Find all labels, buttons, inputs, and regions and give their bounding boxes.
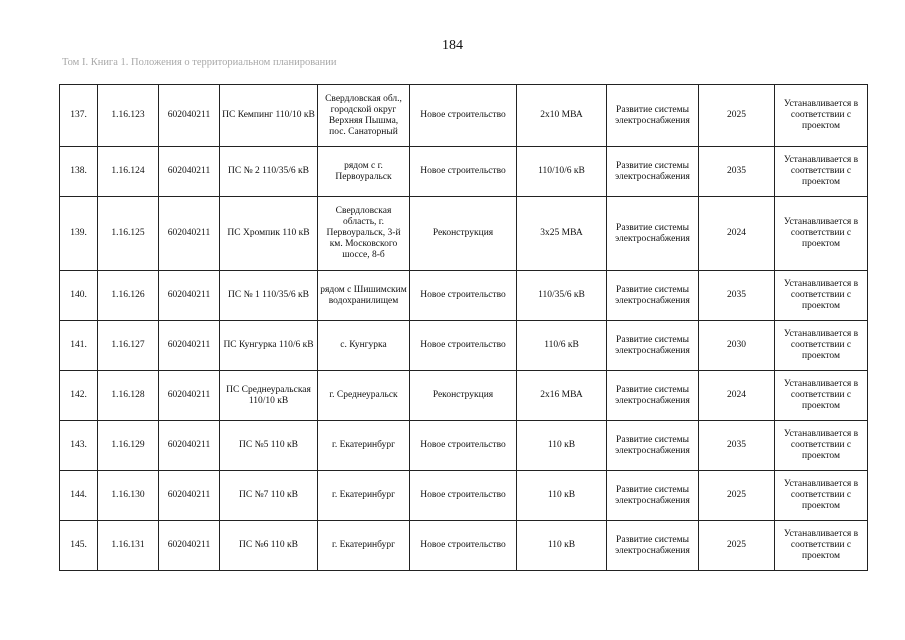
- location-cell: рядом с Шишимским водохранилищем: [318, 271, 410, 321]
- zone-cell: Устанавливается в соответствии с проектом: [775, 147, 868, 197]
- table-row: [60, 421, 868, 471]
- work-type-cell: Реконструкция: [410, 197, 517, 271]
- year-cell: 2024: [699, 197, 775, 271]
- row-number-cell: 139.: [60, 197, 98, 271]
- location-cell: г. Екатеринбург: [318, 521, 410, 571]
- year-cell: 2024: [699, 371, 775, 421]
- year-cell: 2025: [699, 85, 775, 147]
- parameters-cell: 110 кВ: [517, 521, 607, 571]
- row-number-cell: 141.: [60, 321, 98, 371]
- object-code-cell: 602040211: [159, 371, 220, 421]
- page-number: 184: [442, 38, 463, 53]
- parameters-cell: 2х10 МВА: [517, 85, 607, 147]
- object-name-cell: ПС Кемпинг 110/10 кВ: [220, 85, 318, 147]
- purpose-cell: Развитие системы электроснабжения: [607, 471, 699, 521]
- purpose-cell: Развитие системы электроснабжения: [607, 321, 699, 371]
- object-code-cell: 602040211: [159, 271, 220, 321]
- item-code-cell: 1.16.125: [98, 197, 159, 271]
- row-number-cell: 138.: [60, 147, 98, 197]
- table-row: [60, 471, 868, 521]
- object-code-cell: 602040211: [159, 85, 220, 147]
- purpose-cell: Развитие системы электроснабжения: [607, 421, 699, 471]
- row-number-cell: 143.: [60, 421, 98, 471]
- object-name-cell: ПС №6 110 кВ: [220, 521, 318, 571]
- work-type-cell: Новое строительство: [410, 471, 517, 521]
- item-code-cell: 1.16.124: [98, 147, 159, 197]
- object-name-cell: ПС №5 110 кВ: [220, 421, 318, 471]
- item-code-cell: 1.16.129: [98, 421, 159, 471]
- parameters-cell: 3х25 МВА: [517, 197, 607, 271]
- parameters-cell: 110/6 кВ: [517, 321, 607, 371]
- item-code-cell: 1.16.131: [98, 521, 159, 571]
- item-code-cell: 1.16.127: [98, 321, 159, 371]
- table-row: [60, 197, 868, 271]
- zone-cell: Устанавливается в соответствии с проектом: [775, 471, 868, 521]
- purpose-cell: Развитие системы электроснабжения: [607, 197, 699, 271]
- running-header: Том I. Книга 1. Положения о территориальном планировании: [62, 57, 337, 68]
- zone-cell: Устанавливается в соответствии с проектом: [775, 271, 868, 321]
- purpose-cell: Развитие системы электроснабжения: [607, 147, 699, 197]
- work-type-cell: Новое строительство: [410, 321, 517, 371]
- year-cell: 2025: [699, 471, 775, 521]
- work-type-cell: Новое строительство: [410, 85, 517, 147]
- purpose-cell: Развитие системы электроснабжения: [607, 85, 699, 147]
- parameters-cell: 110/35/6 кВ: [517, 271, 607, 321]
- location-cell: г. Екатеринбург: [318, 421, 410, 471]
- object-name-cell: ПС Хромпик 110 кВ: [220, 197, 318, 271]
- work-type-cell: Новое строительство: [410, 271, 517, 321]
- object-code-cell: 602040211: [159, 421, 220, 471]
- zone-cell: Устанавливается в соответствии с проектом: [775, 197, 868, 271]
- location-cell: Свердловская обл., городской округ Верхняя Пышма, пос. Санаторный: [318, 85, 410, 147]
- object-name-cell: ПС № 2 110/35/6 кВ: [220, 147, 318, 197]
- object-code-cell: 602040211: [159, 147, 220, 197]
- parameters-cell: 110 кВ: [517, 471, 607, 521]
- purpose-cell: Развитие системы электроснабжения: [607, 371, 699, 421]
- zone-cell: Устанавливается в соответствии с проектом: [775, 321, 868, 371]
- purpose-cell: Развитие системы электроснабжения: [607, 521, 699, 571]
- object-code-cell: 602040211: [159, 321, 220, 371]
- object-name-cell: ПС № 1 110/35/6 кВ: [220, 271, 318, 321]
- table-row: [60, 371, 868, 421]
- work-type-cell: Новое строительство: [410, 421, 517, 471]
- table-row: [60, 271, 868, 321]
- table-row: [60, 147, 868, 197]
- object-name-cell: ПС Среднеуральская 110/10 кВ: [220, 371, 318, 421]
- row-number-cell: 144.: [60, 471, 98, 521]
- year-cell: 2035: [699, 421, 775, 471]
- location-cell: рядом с г. Первоуральск: [318, 147, 410, 197]
- table-row: [60, 521, 868, 571]
- item-code-cell: 1.16.123: [98, 85, 159, 147]
- row-number-cell: 142.: [60, 371, 98, 421]
- year-cell: 2035: [699, 147, 775, 197]
- location-cell: г. Екатеринбург: [318, 471, 410, 521]
- row-number-cell: 140.: [60, 271, 98, 321]
- row-number-cell: 145.: [60, 521, 98, 571]
- object-code-cell: 602040211: [159, 521, 220, 571]
- year-cell: 2025: [699, 521, 775, 571]
- item-code-cell: 1.16.126: [98, 271, 159, 321]
- purpose-cell: Развитие системы электроснабжения: [607, 271, 699, 321]
- table-body: [60, 85, 868, 571]
- row-number-cell: 137.: [60, 85, 98, 147]
- location-cell: г. Среднеуральск: [318, 371, 410, 421]
- item-code-cell: 1.16.130: [98, 471, 159, 521]
- table-row: [60, 321, 868, 371]
- object-code-cell: 602040211: [159, 197, 220, 271]
- zone-cell: Устанавливается в соответствии с проектом: [775, 421, 868, 471]
- zone-cell: Устанавливается в соответствии с проектом: [775, 521, 868, 571]
- parameters-cell: 110 кВ: [517, 421, 607, 471]
- location-cell: Свердловская область, г. Первоуральск, 3-й км. Московского шоссе, 8-б: [318, 197, 410, 271]
- work-type-cell: Реконструкция: [410, 371, 517, 421]
- item-code-cell: 1.16.128: [98, 371, 159, 421]
- parameters-cell: 2х16 МВА: [517, 371, 607, 421]
- parameters-cell: 110/10/6 кВ: [517, 147, 607, 197]
- object-code-cell: 602040211: [159, 471, 220, 521]
- object-name-cell: ПС №7 110 кВ: [220, 471, 318, 521]
- zone-cell: Устанавливается в соответствии с проектом: [775, 371, 868, 421]
- work-type-cell: Новое строительство: [410, 147, 517, 197]
- objects-table: [59, 84, 868, 571]
- table-row: [60, 85, 868, 147]
- year-cell: 2035: [699, 271, 775, 321]
- object-name-cell: ПС Кунгурка 110/6 кВ: [220, 321, 318, 371]
- zone-cell: Устанавливается в соответствии с проектом: [775, 85, 868, 147]
- work-type-cell: Новое строительство: [410, 521, 517, 571]
- year-cell: 2030: [699, 321, 775, 371]
- location-cell: с. Кунгурка: [318, 321, 410, 371]
